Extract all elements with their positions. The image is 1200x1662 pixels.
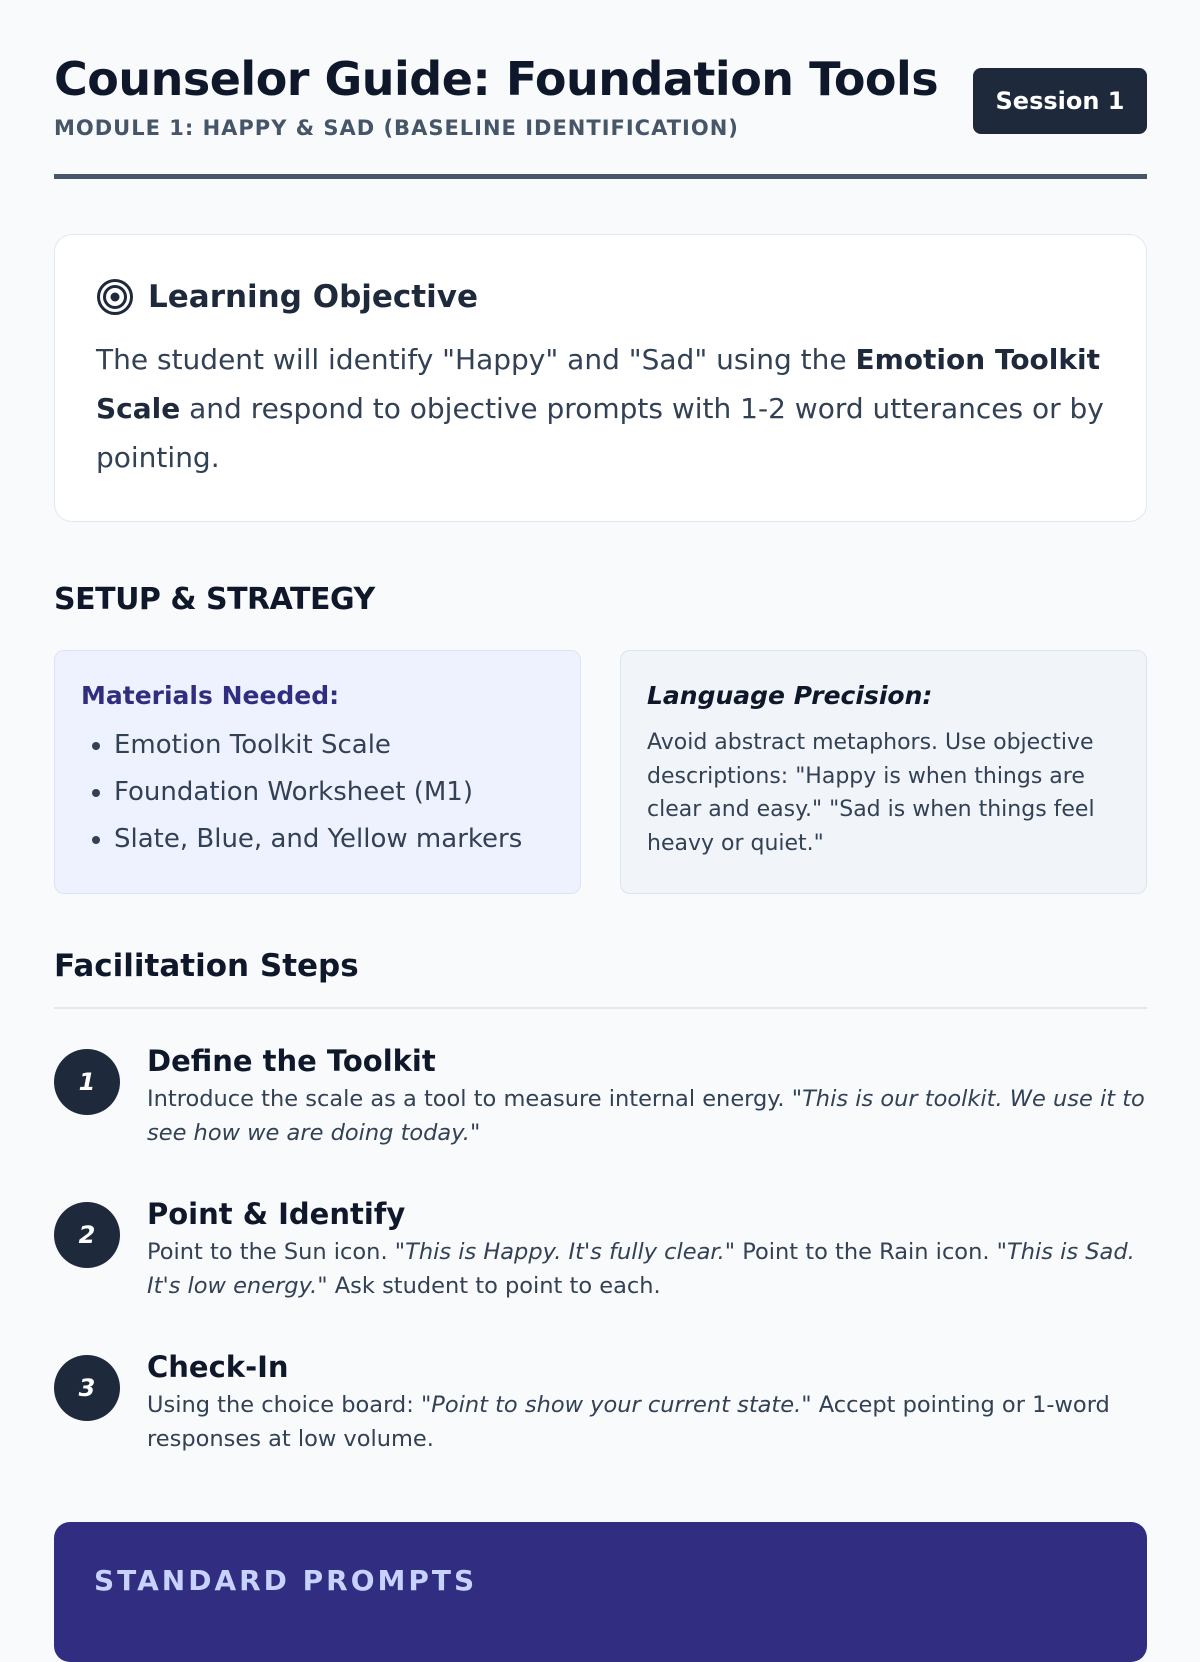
step-text-part: Point to the Sun icon. [147, 1239, 395, 1265]
objective-text-start: The student will identify "Happy" and "Sad" using the [96, 343, 856, 376]
step-body [147, 1350, 1147, 1456]
step-quote: "This is Sad. It's low energy." [147, 1239, 1135, 1299]
facilitation-heading: Facilitation Steps [54, 948, 359, 984]
materials-list [81, 722, 554, 863]
step-text-part: Using the choice board: [147, 1392, 421, 1418]
list-item: • Slate, Blue, and Yellow markers [114, 816, 554, 863]
standard-prompts-panel [54, 1522, 1147, 1662]
step-body [147, 1044, 1147, 1150]
page-header [54, 0, 1147, 182]
step-quote: "Point to show your current state." [420, 1392, 812, 1418]
step-text-part: Accept pointing or 1-word responses at low volume. [147, 1392, 1110, 1452]
step-title: Define the Toolkit [147, 1044, 436, 1078]
objective-text [96, 335, 1106, 482]
step-text-part: Point to the Rain icon. [735, 1239, 997, 1265]
language-title: Language Precision: [647, 681, 933, 710]
step-text [147, 1389, 1147, 1456]
step-text-part: Ask student to point to each. [327, 1272, 661, 1299]
step-text [147, 1236, 1147, 1303]
step-number-badge: 1 [54, 1049, 120, 1115]
step-number-badge: 2 [54, 1202, 120, 1268]
page-title: Counselor Guide: Foundation Tools [54, 52, 939, 106]
step-text [147, 1083, 1147, 1150]
language-text: Avoid abstract metaphors. Use objective descriptions: "Happy is when things are clear and easy." "Sad is when things feel heavy or quiet." [647, 730, 1095, 856]
target-icon [96, 278, 134, 316]
materials-title: Materials Needed: [81, 681, 340, 710]
step-body [147, 1197, 1147, 1303]
session-badge: Session 1 [973, 68, 1147, 134]
list-item: • Emotion Toolkit Scale [114, 722, 554, 769]
step-quote: "This is our toolkit. We use it to see how we are doing today." [147, 1086, 1145, 1146]
facilitation-divider [54, 1007, 1147, 1009]
objective-text-end: and respond to objective prompts with 1-2 word utterances or by pointing. [96, 392, 1104, 474]
materials-box [54, 650, 581, 894]
step-quote: "This is Happy. It's fully clear." [394, 1239, 736, 1265]
prompts-heading: STANDARD PROMPTS [94, 1564, 478, 1597]
step-title: Check-In [147, 1350, 289, 1384]
objective-title: Learning Objective [148, 279, 478, 315]
header-divider [54, 174, 1147, 179]
learning-objective-card [54, 234, 1147, 522]
objective-header [96, 275, 1106, 319]
setup-heading: SETUP & STRATEGY [54, 582, 375, 617]
step-number-badge: 3 [54, 1355, 120, 1421]
module-subtitle: MODULE 1: HAPPY & SAD (BASELINE IDENTIFICATION) [54, 116, 739, 140]
counselor-guide-page [54, 0, 1147, 1597]
language-precision-box [620, 650, 1147, 894]
list-item: • Foundation Worksheet (M1) [114, 769, 554, 816]
step-text-part: Introduce the scale as a tool to measure internal energy. [147, 1086, 792, 1112]
step-title: Point & Identify [147, 1197, 406, 1231]
objective-text-emphasis: Emotion Toolkit Scale [96, 343, 1100, 425]
